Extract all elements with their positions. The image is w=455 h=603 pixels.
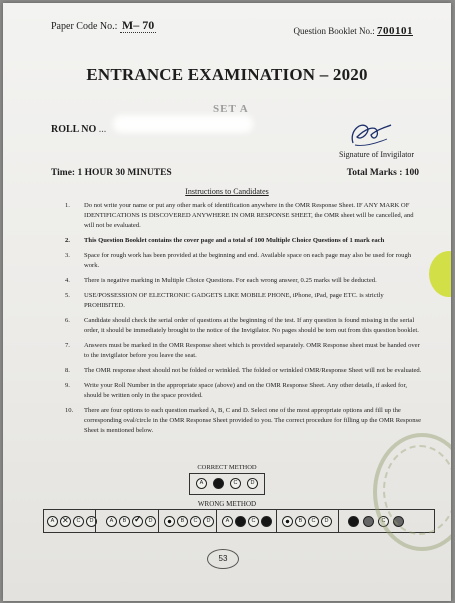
total-marks: Total Marks : 100 <box>346 168 419 178</box>
institution-seal-ring <box>383 445 451 535</box>
roll-number-label: ROLL NO <box>51 124 97 135</box>
exam-duration: Time: 1 HOUR 30 MINUTES <box>51 168 172 178</box>
roll-number <box>51 124 106 135</box>
booklet-number-value: 700101 <box>377 25 413 37</box>
invigilator-signature <box>347 117 395 151</box>
signature-label: Signature of Invigilator <box>339 150 415 159</box>
bubble-option-c: C <box>378 516 389 527</box>
instruction-item: 5. USE/POSSESSION OF ELECTRONIC GADGETS LIKE MOBILE PHONE, iPhone, iPad, page ETC. is strictly PROHIBITED. <box>65 292 384 309</box>
instruction-item: 4. There is negative marking in Multiple Choice Questions. For each wrong answer, 0.25 marks will be deducted. <box>65 277 377 284</box>
roll-number-dots: ... <box>98 124 107 135</box>
bubble-option-c: C <box>230 478 241 489</box>
paper-code-value: M– 70 <box>121 18 155 32</box>
bubble-option-d: D <box>86 516 97 527</box>
bubble-option-b-filled: B <box>213 478 224 489</box>
wrong-example-dotted <box>164 516 214 527</box>
bubble-filled <box>348 516 359 527</box>
bubble-option-a: A <box>106 516 117 527</box>
instruction-item: 10. There are four options to each question marked A, B, C and D. Select one of the most appropriate options and fill up the corresponding oval/circle in the OMR Response Sheet provided to you. The correct procedure for filling up the OMR Response Sheet is mentioned below. <box>65 407 421 434</box>
bubble-option-c: C <box>308 516 319 527</box>
instruction-item: 2. This Question Booklet contains the cover page and a total of 100 Multiple Choice Questions of 1 mark each <box>65 237 385 244</box>
paper-code-label: Paper Code No.: <box>51 21 118 32</box>
booklet-number-label: Question Booklet No.: <box>293 26 375 36</box>
wrong-example-partial <box>282 516 332 527</box>
sticky-note <box>429 251 451 297</box>
bubble-option-c: C <box>73 516 84 527</box>
correct-method-example <box>189 473 265 495</box>
bubble-crossed <box>60 516 71 527</box>
bubble-option-a: A <box>222 516 233 527</box>
bubble-option-c: C <box>248 516 259 527</box>
wrong-example-crossed <box>47 516 97 527</box>
bubble-option-a: A <box>47 516 58 527</box>
instruction-item: 1. Do not write your name or put any other mark of identification anywhere in the OMR Response Sheet. IF ANY MARK OF IDENTIFICATIONS IS DISCOVERED ANYWHERE IN OMR RESPONSE SHEET, the OMR sheet will be cancelled, and will not be evaluated. <box>65 202 414 229</box>
bubble-option-a: A <box>196 478 207 489</box>
instruction-item: 9. Write your Roll Number in the appropriate space (above) and on the OMR Response Sheet. Any other details, if asked for, should be written only in the space provided. <box>65 382 408 399</box>
instruction-item: 3. Space for rough work has been provided at the beginning and end. Available space on each page may also be used for rough work. <box>65 252 412 269</box>
instruction-item: 8. The OMR response sheet should not be folded or wrinkled. The folded or wrinkled OMR/Response Sheet will not be evaluated. <box>65 367 422 374</box>
bubble-option-d: D <box>145 516 156 527</box>
bubble-option-b: B <box>119 516 130 527</box>
wrong-example-ticked <box>106 516 156 527</box>
paper-code <box>51 18 156 33</box>
bubble-option-d: D <box>247 478 258 489</box>
bubble-option-d: D <box>321 516 332 527</box>
bubble-option-d: D <box>203 516 214 527</box>
correct-method-label: CORRECT METHOD <box>197 464 257 471</box>
redacted-roll-number <box>113 115 253 133</box>
bubble-grey <box>363 516 374 527</box>
bubble-option-b: B <box>295 516 306 527</box>
question-booklet-number <box>294 25 414 37</box>
exam-title: ENTRANCE EXAMINATION – 2020 <box>86 65 368 84</box>
bubble-filled <box>235 516 246 527</box>
bubble-option-c: C <box>190 516 201 527</box>
instruction-item: 6. Candidate should check the serial order of questions at the beginning of the test. If any question is found missing in the serial order, it should be immediately brought to the notice of the Invigilator. No pages should be torn out from this question booklet. <box>65 317 419 334</box>
instructions-heading: Instructions to Candidates <box>185 187 269 196</box>
question-booklet-cover <box>3 3 451 601</box>
instruction-item: 7. Answers must be marked in the OMR Response sheet which is provided separately. OMR Response sheet must be handed over to the invigilator before you leave the seat. <box>65 342 420 359</box>
bubble-dotted <box>282 516 293 527</box>
bubble-filled <box>261 516 272 527</box>
bubble-option-b: B <box>177 516 188 527</box>
wrong-example-multiple <box>222 516 272 527</box>
set-label: SET A <box>213 103 249 115</box>
bubble-ticked <box>132 516 143 527</box>
page-number: 53 <box>207 549 239 569</box>
instructions-list <box>65 201 423 441</box>
bubble-dotted <box>164 516 175 527</box>
wrong-method-label: WRONG METHOD <box>197 500 257 508</box>
